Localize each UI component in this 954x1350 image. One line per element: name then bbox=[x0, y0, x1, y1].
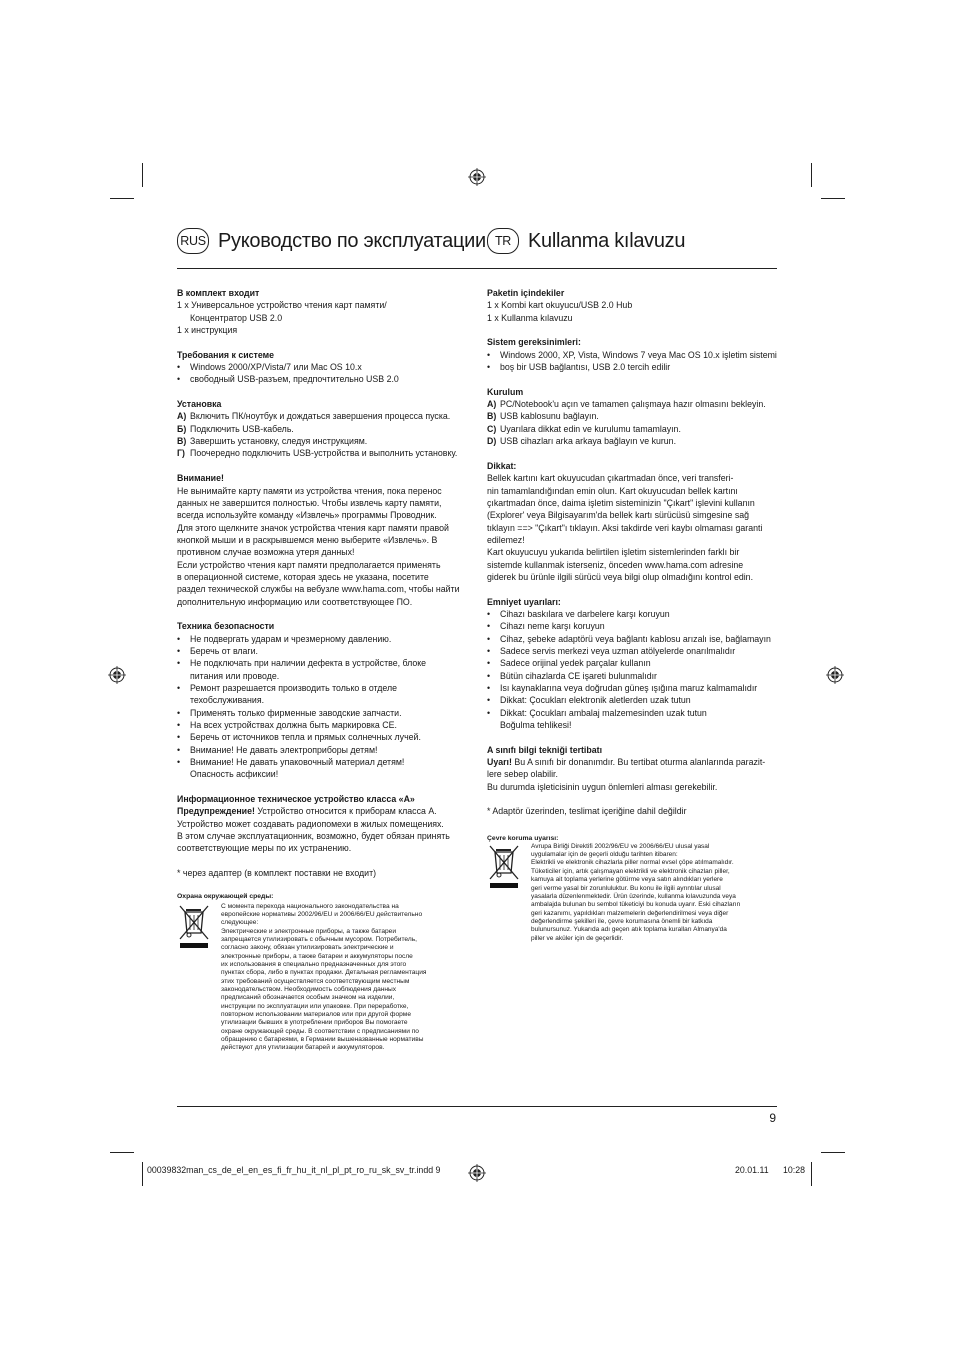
tr-safety-section bbox=[487, 596, 779, 732]
rus-safety-section bbox=[177, 620, 469, 780]
text-line: sistemde kullanmak isterseniz, önceden www.hama.com adresine bbox=[487, 559, 744, 570]
text-line: пунктах сбора, либо в пунктах продажи. Детальная регламентация bbox=[221, 969, 427, 977]
list-item: • На всех устройствах должна быть маркировка CE. bbox=[177, 719, 447, 731]
text-line: инструкции по эксплуатации или упаковке. При переработке, bbox=[221, 1002, 409, 1010]
text-line: giderek bu ürünle ilgili sürücü veya bilgi olup olmadığını kontrol edin. bbox=[487, 571, 754, 582]
rus-install-section bbox=[177, 398, 469, 460]
crop-mark bbox=[110, 1152, 134, 1153]
text-line: 1 x инструкция bbox=[177, 325, 238, 336]
list-item bbox=[487, 435, 779, 447]
section-heading: A sınıfı bilgi tekniği tertibatı bbox=[487, 744, 603, 755]
text-line: данных не завершится полностью. Чтобы извлечь карту памяти, bbox=[177, 497, 442, 508]
list-item bbox=[487, 398, 779, 410]
list-item: • Sadece servis merkezi veya uzman atölyelerde onarılmalıdır bbox=[487, 645, 757, 657]
text-line: повторном использовании материалов или при другой форме bbox=[221, 1010, 412, 1018]
step-key: B) bbox=[487, 411, 497, 422]
text-line: противном случае возможна утеря данных! bbox=[177, 547, 355, 558]
weee-symbol bbox=[487, 843, 531, 943]
text-line: lere sebep olabilir. bbox=[487, 769, 558, 780]
list-item: • Беречь от влаги. bbox=[177, 645, 447, 657]
text-line: соответствующие меры по их устранению. bbox=[177, 843, 352, 854]
step-key: C) bbox=[487, 423, 497, 434]
environment-text bbox=[531, 843, 740, 943]
step-text: Uyarılara dikkat edin ve kurulumu tamamlayın. bbox=[500, 423, 681, 434]
text-line: 1 x Универсальное устройство чтения карт памяти/ bbox=[177, 300, 387, 311]
weee-symbol bbox=[177, 903, 221, 1053]
step-key: A) bbox=[487, 399, 497, 410]
text-line: Bellek kartını kart okuyucudan çıkartmadan önce, veri transferi- bbox=[487, 473, 734, 484]
section-heading: Охрана окружающей среды: bbox=[177, 892, 274, 900]
text-line: утилизации бывших в употреблении приборов Вы помогаете bbox=[221, 1019, 408, 1027]
rus-language-badge: RUS bbox=[177, 228, 209, 254]
crop-mark bbox=[811, 163, 812, 187]
step-text: USB kablosunu bağlayın. bbox=[500, 411, 599, 422]
warning-text: Bu A sınıfı bir donanımdır. Bu tertibat oturma alanlarında parazit- bbox=[511, 757, 766, 768]
adapter-note: * через адаптер (в комплект поставки не входит) bbox=[177, 868, 377, 879]
text-line: следующее: bbox=[221, 919, 259, 927]
tr-requirements-section bbox=[487, 336, 779, 373]
text-line: Avrupa Birliği Direktifi 2002/96/EU ve 2006/66/EU ulusal yasal bbox=[531, 842, 710, 850]
text-line: geri verme yasal bir zorunluluktur. Bu konu ile ilgili ayrıntılar ulusal bbox=[531, 884, 721, 892]
text-line: согласно закону, обязан утилизировать электрические и bbox=[221, 944, 394, 952]
environment-text bbox=[221, 903, 426, 1053]
print-filename: 00039832man_cs_de_el_en_es_fi_fr_hu_it_nl_pl_pt_ro_ru_sk_sv_tr.indd 9 bbox=[147, 1165, 441, 1175]
text-line: дополнительную информацию или соответствующее ПО. bbox=[177, 596, 413, 607]
text-line: в операционной системе, которая здесь не указана, посетите bbox=[177, 571, 429, 582]
footer-rule bbox=[177, 1106, 777, 1107]
tr-column bbox=[487, 287, 779, 943]
step-key: В) bbox=[177, 436, 187, 447]
tr-title: Kullanma kılavuzu bbox=[528, 229, 686, 252]
rus-attention-section bbox=[177, 472, 469, 608]
text-line: их использования в специально предназначенных для этого bbox=[221, 960, 407, 968]
list-item: • Dikkat: Çocukları elektronik aletlerden uzak tutun bbox=[487, 694, 757, 706]
list-item: • Применять только фирменные заводские запчасти. bbox=[177, 707, 447, 719]
list-item bbox=[177, 435, 469, 447]
print-date: 20.01.11 bbox=[735, 1165, 769, 1175]
text-line: Tüketiciler için, artık çalışmayan elektrikli ve elektronik cihazları piller, bbox=[531, 867, 730, 875]
text-line: nin tamamlandığından emin olun. Kart okuyucudan bellek kartını bbox=[487, 485, 738, 496]
warning-label: Предупреждение! bbox=[177, 806, 255, 817]
list-item: • Isı kaynaklarına veya doğrudan güneş ışığına maruz kalmamalıdır bbox=[487, 682, 757, 694]
list-item bbox=[177, 447, 469, 459]
rus-requirements-section bbox=[177, 349, 469, 386]
text-line: değerlendirme şekilleri ile, çevre korumasına önemli bir katkıda bbox=[531, 917, 713, 925]
step-key: А) bbox=[177, 411, 187, 422]
text-line: охране окружающей среды. В соответствии с предписаниями по bbox=[221, 1027, 419, 1035]
text-line: Elektrikli ve elektronik cihazlarla piller normal evsel çöpe atılmamalıdır. bbox=[531, 859, 734, 867]
list-item bbox=[487, 410, 779, 422]
text-line: законодательством. Необходимость соблюдения данных bbox=[221, 985, 397, 993]
text-line: этих требований осуществляется соответствующим местным bbox=[221, 977, 410, 985]
text-line: всегда используйте команду «Извлечь» программы Проводник. bbox=[177, 510, 437, 521]
text-line: европейские нормативы 2002/96/EU и 2006/66/EU действительно bbox=[221, 910, 423, 918]
text-line bbox=[487, 756, 779, 768]
list-item bbox=[177, 423, 469, 435]
crop-mark bbox=[142, 163, 143, 187]
list-item: • Не подключать при наличии дефекта в устройстве, блоке питания или проводе. bbox=[177, 657, 447, 682]
text-line: В этом случае эксплуатационник, возможно, будет обязан принять bbox=[177, 831, 450, 842]
tr-contents-section bbox=[487, 287, 779, 324]
section-heading: Техника безопасности bbox=[177, 621, 275, 632]
list-item: • Не подвергать ударам и чрезмерному давлению. bbox=[177, 633, 447, 645]
list-item: • Bütün cihazlarda CE işareti bulunmalıdır bbox=[487, 670, 757, 682]
crossed-out-wheelie-bin-icon bbox=[487, 843, 521, 889]
adapter-note: * Adaptör üzerinden, teslimat içeriğine dahil değildir bbox=[487, 806, 687, 817]
rus-contents-section bbox=[177, 287, 469, 336]
text-line: çıkartmadan önce, daima işletim sisteminizin "Çıkart" işlevini kullanın bbox=[487, 497, 755, 508]
list-item: • Cihazı baskılara ve darbelere karşı koruyun bbox=[487, 608, 757, 620]
text-line bbox=[177, 805, 469, 817]
text-line: Электрические и электронные приборы, а также батареи bbox=[221, 927, 397, 935]
tr-header bbox=[487, 228, 685, 254]
text-line: 1 x Kullanma kılavuzu bbox=[487, 312, 573, 323]
text-line: Устройство может создавать радиопомехи в жилых помещениях. bbox=[177, 818, 444, 829]
step-text: Подключить USB-кабель. bbox=[190, 423, 294, 434]
text-line: Не вынимайте карту памяти из устройства чтения, пока перенос bbox=[177, 485, 442, 496]
registration-mark-icon bbox=[468, 1164, 486, 1182]
rus-header bbox=[177, 228, 486, 254]
text-line: kamuya ait toplama yerlerine götürme veya satın alındıkları yerlere bbox=[531, 876, 723, 884]
rus-classa-section bbox=[177, 793, 469, 855]
section-heading: Kurulum bbox=[487, 386, 524, 397]
rus-environment-section bbox=[177, 892, 469, 1053]
tr-install-section bbox=[487, 386, 779, 448]
step-text: Завершить установку, следуя инструкциям. bbox=[190, 436, 368, 447]
section-heading: В комплект входит bbox=[177, 288, 260, 298]
step-text: PC/Notebook'u açın ve tamamen çalışmaya hazır olmasını bekleyin. bbox=[500, 399, 766, 410]
text-line: geri kazanımı, yapıldıkları malzemelerin değerlendirilmesi veya diğer bbox=[531, 909, 729, 917]
crossed-out-wheelie-bin-icon bbox=[177, 903, 211, 949]
list-item: • Sadece orijinal yedek parçalar kullanın bbox=[487, 657, 757, 669]
text-line: yasalarla düzenlenmektedir. Ürün üzerinde, kullanma kılavuzunda veya bbox=[531, 892, 736, 900]
section-heading: Çevre koruma uyarısı: bbox=[487, 834, 559, 842]
text-line: раздел технической службы на вебузле www.hama.com, чтобы найти bbox=[177, 584, 460, 595]
text-line: действуют для утилизации батарей и аккумуляторов. bbox=[221, 1044, 385, 1052]
list-item: • свободный USB-разъем, предпочтительно USB 2.0 bbox=[177, 373, 469, 385]
text-line: предписаний обозначается особым значком на изделии, bbox=[221, 994, 395, 1002]
tr-attention-section bbox=[487, 460, 779, 583]
tr-environment-section bbox=[487, 834, 779, 943]
text-line: запрещается утилизировать с обычным мусором. Потребитель, bbox=[221, 935, 417, 943]
registration-mark-icon bbox=[826, 666, 844, 684]
step-text: Поочередно подключить USB-устройства и выполнить установку. bbox=[190, 448, 458, 459]
text-line: Концентратор USB 2.0 bbox=[190, 312, 283, 323]
list-item: • Cihazı neme karşı koruyun bbox=[487, 620, 757, 632]
section-heading: Информационное техническое устройство класса «A» bbox=[177, 794, 415, 805]
print-time: 10:28 bbox=[783, 1165, 806, 1175]
list-item: • Windows 2000/XP/Vista/7 или Mac OS 10.x bbox=[177, 361, 469, 373]
text-line: кнопкой мыши и в раскрывшемся меню выберите «Извлечь». В bbox=[177, 534, 438, 545]
registration-mark-icon bbox=[468, 168, 486, 186]
text-line: электронные приборы, а также батареи и аккумуляторы после bbox=[221, 952, 413, 960]
crop-mark bbox=[811, 1162, 812, 1186]
crop-mark bbox=[821, 198, 845, 199]
text-line: Для этого щелкните значок устройства чтения карт памяти правой bbox=[177, 522, 449, 533]
text-line: piller ve aküler için de geçerlidir. bbox=[531, 934, 624, 942]
text-line: bulunursunuz. Yukarıda adı geçen atık toplama kuralları Almanya'da bbox=[531, 926, 727, 934]
section-heading: Emniyet uyarıları: bbox=[487, 596, 561, 607]
list-item: • Dikkat: Çocukları ambalaj malzemesinden uzak tutun Boğulma tehlikesi! bbox=[487, 707, 730, 732]
text-line: Bu durumda işleticisinin uygun önlemleri alması gerekebilir. bbox=[487, 781, 718, 792]
rus-title: Руководство по эксплуатации bbox=[218, 229, 486, 252]
step-key: Б) bbox=[177, 423, 187, 434]
list-item: • Ремонт разрешается производить только в отделе техобслуживания. bbox=[177, 682, 447, 707]
crop-mark bbox=[821, 1152, 845, 1153]
crop-mark bbox=[110, 198, 134, 199]
step-key: D) bbox=[487, 436, 497, 447]
list-item: • Беречь от источников тепла и прямых солнечных лучей. bbox=[177, 731, 447, 743]
list-item bbox=[487, 423, 779, 435]
step-text: Включить ПК/ноутбук и дождаться завершения процесса пуска. bbox=[190, 411, 451, 422]
text-line: 1 x Kombi kart okuyucu/USB 2.0 Hub bbox=[487, 300, 633, 311]
rus-column bbox=[177, 287, 469, 1053]
text-line: tıklayın ==> "Çıkart"ı tıklayın. Aksi takdirde veri kaybı olmaması garanti bbox=[487, 522, 763, 533]
text-line: ambalajda bulunan bu sembol tüketiciyi bu konuda uyarır. Eski cihazların bbox=[531, 901, 741, 909]
header-rule bbox=[177, 268, 777, 269]
section-heading: Требования к системе bbox=[177, 349, 275, 360]
text-line: edilemez! bbox=[487, 534, 525, 545]
crop-mark bbox=[142, 1162, 143, 1186]
list-item: • Windows 2000, XP, Vista, Windows 7 veya Mac OS 10.x işletim sistemi bbox=[487, 349, 779, 361]
section-heading: Dikkat: bbox=[487, 460, 517, 471]
list-item: • Cihaz, şebeke adaptörü veya bağlantı kablosu arızalı ise, bağlamayın bbox=[487, 633, 757, 645]
page-number: 9 bbox=[769, 1111, 776, 1125]
list-item: • Внимание! Не давать электроприборы детям! bbox=[177, 744, 447, 756]
registration-mark-icon bbox=[108, 666, 126, 684]
text-line: Если устройство чтения карт памяти предполагается применять bbox=[177, 559, 441, 570]
list-item: • Внимание! Не давать упаковочный материал детям! Опасность асфиксии! bbox=[177, 756, 447, 781]
tr-classa-section bbox=[487, 744, 779, 793]
text-line: (Explorer' veya Bilgisayarım'da bellek kartı sürücüsü simgesine sağ bbox=[487, 510, 749, 521]
section-heading: Внимание! bbox=[177, 473, 224, 484]
step-key: Г) bbox=[177, 448, 185, 459]
text-line: Kart okuyucuyu yukarıda belirtilen işletim sistemlerinden farklı bir bbox=[487, 547, 740, 558]
section-heading: Sistem gereksinimleri: bbox=[487, 337, 581, 348]
tr-language-badge: TR bbox=[487, 228, 519, 254]
text-line: uygulamalar için de geçerli olduğu tarihten itibaren: bbox=[531, 851, 678, 859]
text-line: обращению с батареями, в Германии вышеназванные нормативы bbox=[221, 1036, 424, 1043]
warning-label: Uyarı! bbox=[487, 757, 512, 768]
step-text: USB cihazları arka arkaya bağlayın ve kurun. bbox=[500, 436, 677, 447]
list-item: • boş bir USB bağlantısı, USB 2.0 tercih edilir bbox=[487, 361, 779, 373]
text-line: С момента перехода национального законодательства на bbox=[221, 902, 399, 910]
section-heading: Paketin içindekiler bbox=[487, 288, 565, 298]
list-item bbox=[177, 410, 469, 422]
warning-text: Устройство относится к приборам класса A. bbox=[254, 806, 437, 817]
section-heading: Установка bbox=[177, 399, 222, 410]
